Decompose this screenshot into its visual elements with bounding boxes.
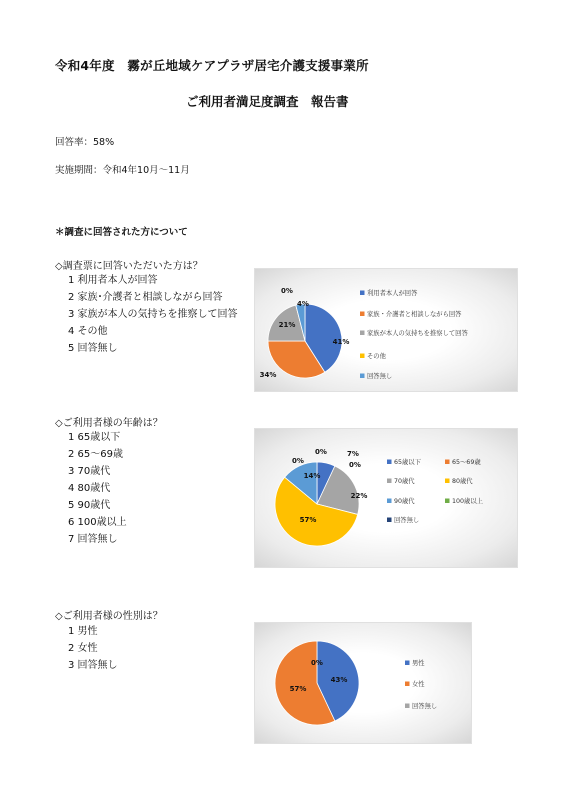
legend-swatch: [405, 704, 410, 709]
legend-swatch: [387, 499, 392, 504]
question-respondent-options: [68, 272, 238, 357]
option-item: 5 回答無し: [68, 343, 118, 354]
chart-gender: [254, 622, 472, 744]
option-item: 3 家族が本人の気持ちを推察して回答: [68, 309, 238, 320]
legend-label: 回答無し: [394, 517, 420, 524]
option-item: 1 利用者本人が回答: [68, 275, 158, 286]
chart-respondent-svg: [255, 269, 517, 391]
section-heading: ＊調査に回答された方について: [55, 227, 188, 238]
legend-label: 家族・介護者と相談しながら回答: [367, 311, 462, 318]
legend-label: 回答無し: [367, 373, 393, 380]
legend-label: 80歳代: [452, 478, 473, 485]
report-subtitle: ご利用者満足度調査 報告書: [186, 94, 349, 109]
data-label: 34%: [259, 371, 277, 379]
option-item: 4 その他: [68, 326, 108, 337]
legend-swatch: [387, 518, 392, 523]
report-title: 令和4年度 霧が丘地域ケアプラザ居宅介護支援事業所: [55, 58, 369, 73]
data-label: 22%: [350, 492, 368, 500]
data-label: 7%: [347, 450, 359, 458]
data-label: 43%: [330, 676, 348, 684]
option-item: 5 90歳代: [68, 500, 111, 511]
legend-swatch: [445, 499, 450, 504]
legend-swatch: [445, 460, 450, 465]
chart-age: [254, 428, 518, 568]
chart-respondent: [254, 268, 518, 392]
question-respondent-title: ◇調査票に回答いただいた方は？: [55, 261, 203, 272]
legend-label: 家族が本人の気持ちを推察して回答: [367, 330, 468, 337]
response-rate: 回答率：58%: [55, 137, 115, 148]
legend-swatch: [387, 460, 392, 465]
option-item: 7 回答無し: [68, 534, 118, 545]
legend-swatch: [445, 479, 450, 484]
legend-label: 利用者本人が回答: [367, 290, 418, 297]
legend-swatch: [360, 291, 365, 296]
option-item: 3 回答無し: [68, 660, 118, 671]
option-item: 2 家族･介護者と相談しながら回答: [68, 292, 223, 303]
legend-label: その他: [367, 353, 386, 360]
data-label: 14%: [303, 472, 321, 480]
data-label: 0%: [349, 461, 361, 469]
legend-swatch: [405, 682, 410, 687]
data-label: 0%: [315, 448, 327, 456]
option-item: 1 65歳以下: [68, 432, 121, 443]
legend-swatch: [405, 661, 410, 666]
question-age-title: ◇ご利用者様の年齢は？: [55, 418, 163, 429]
option-item: 2 65～69歳: [68, 449, 123, 460]
legend-label: 女性: [412, 681, 425, 688]
data-label: 57%: [299, 516, 317, 524]
legend-label: 65歳以下: [394, 459, 421, 466]
question-gender-options: [68, 623, 118, 674]
question-age-options: [68, 429, 127, 548]
legend-label: 65～69歳: [452, 459, 481, 466]
legend-label: 70歳代: [394, 478, 415, 485]
legend-label: 90歳代: [394, 498, 415, 505]
legend-label: 男性: [412, 660, 425, 667]
data-label: 4%: [297, 300, 309, 308]
chart-age-svg: [255, 429, 517, 567]
legend-swatch: [360, 312, 365, 317]
data-label: 41%: [332, 338, 350, 346]
option-item: 6 100歳以上: [68, 517, 127, 528]
legend-swatch: [360, 331, 365, 336]
data-label: 57%: [289, 685, 307, 693]
legend-swatch: [360, 374, 365, 379]
survey-period: 実施期間：令和4年10月～11月: [55, 165, 190, 176]
data-label: 0%: [311, 659, 323, 667]
option-item: 1 男性: [68, 626, 98, 637]
legend-swatch: [360, 354, 365, 359]
data-label: 0%: [292, 457, 304, 465]
option-item: 2 女性: [68, 643, 98, 654]
data-label: 21%: [278, 321, 296, 329]
option-item: 4 80歳代: [68, 483, 111, 494]
chart-gender-svg: [255, 623, 471, 743]
legend-swatch: [387, 479, 392, 484]
legend-label: 100歳以上: [452, 498, 483, 505]
question-gender-title: ◇ご利用者様の性別は？: [55, 611, 163, 622]
option-item: 3 70歳代: [68, 466, 111, 477]
data-label: 0%: [281, 287, 293, 295]
legend-label: 回答無し: [412, 703, 438, 710]
